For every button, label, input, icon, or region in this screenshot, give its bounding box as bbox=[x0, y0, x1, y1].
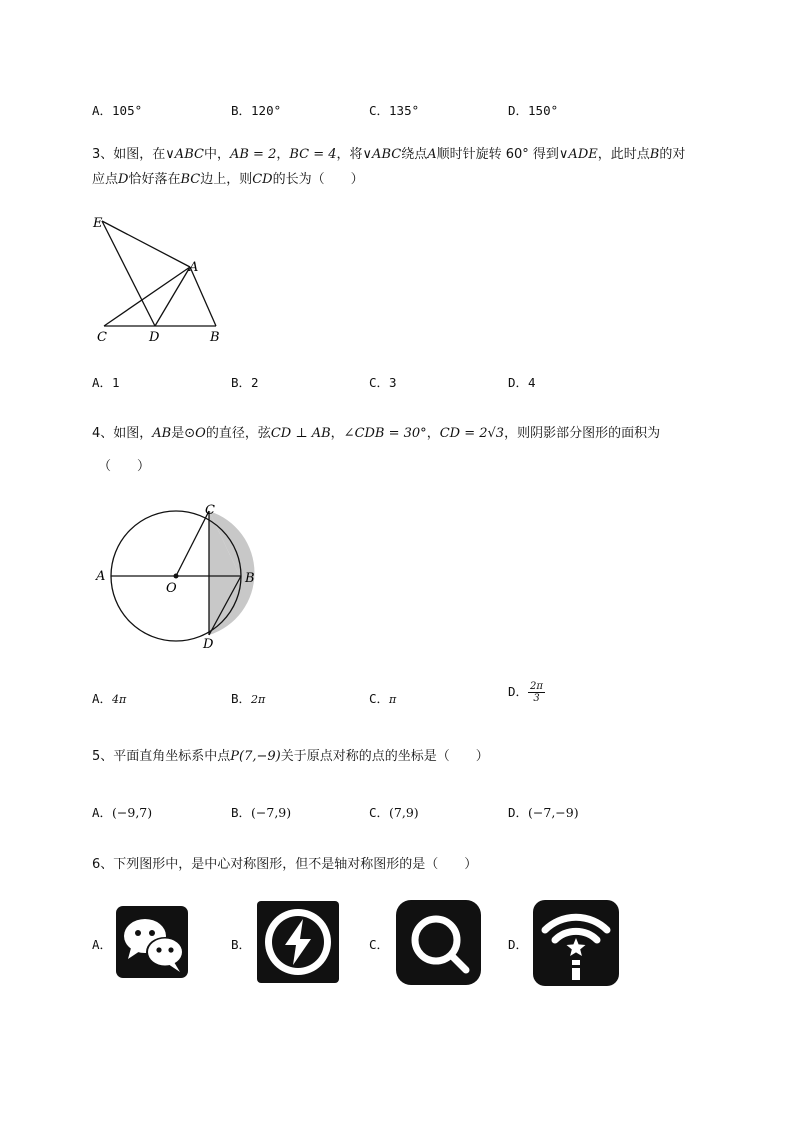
q3-label-d: D bbox=[149, 330, 160, 345]
q4-stem-line2: （ ） bbox=[98, 459, 151, 474]
q3-option-b: B．2 bbox=[231, 375, 259, 390]
q3-stem-line2: 应点D恰好落在BC边上，则CD的长为（ ） bbox=[92, 172, 364, 187]
fraction: $\frac{2\pi}{3}$ bbox=[530, 681, 543, 704]
q2-option-a: A．105° bbox=[92, 103, 143, 118]
q4-label-d: D bbox=[203, 637, 214, 652]
q3-option-d: D．4 bbox=[508, 375, 536, 390]
q3-option-a: A．1 bbox=[92, 375, 120, 390]
q5-option-d: D．(−7,−9) bbox=[508, 805, 579, 820]
q6-stem: 6、下列图形中，是中心对称图形，但不是轴对称图形的是（ ） bbox=[92, 857, 478, 872]
q2-option-c: C．135° bbox=[369, 103, 420, 118]
q4-label-o: O bbox=[166, 581, 177, 596]
q3-label-b: B bbox=[210, 330, 220, 345]
q2-option-d: D．150° bbox=[508, 103, 559, 118]
wifi-star-icon bbox=[533, 900, 619, 986]
q4-option-a: A．4π bbox=[92, 691, 127, 706]
lightning-icon bbox=[257, 901, 339, 983]
search-q-icon bbox=[396, 900, 481, 985]
q4-label-a: A bbox=[96, 569, 106, 584]
center-dot bbox=[174, 574, 179, 579]
q5-option-c: C．(7,9) bbox=[369, 805, 419, 820]
q3-stem-line1: 3、如图，在∨ABC中，AB = 2，BC = 4，将∨ABC绕点A顺时针旋转 60° 得到∨ADE，此时点B的对 bbox=[92, 147, 686, 162]
q4-stem-line1: 4、如图，AB是⊙O的直径，弦CD ⊥ AB，∠CDB = 30°，CD = 2√3，则阴影部分图形的面积为 bbox=[92, 426, 661, 441]
q3-label-c: C bbox=[97, 330, 107, 345]
q4-option-b: B．2π bbox=[231, 691, 266, 706]
q6-option-c-letter: C． bbox=[369, 937, 390, 952]
q6-option-b-letter: B． bbox=[231, 937, 252, 952]
q3-figure bbox=[85, 205, 235, 350]
q3-label-a: A bbox=[189, 260, 199, 275]
q5-option-a: A．(−9,7) bbox=[92, 805, 153, 820]
q3-label-e: E bbox=[93, 216, 103, 231]
q4-figure bbox=[90, 500, 265, 655]
q5-option-b: B．(−7,9) bbox=[231, 805, 292, 820]
q4-option-d: D． $\frac{2\pi}{3}$ bbox=[508, 681, 543, 704]
q4-label-b: B bbox=[245, 571, 255, 586]
q3-option-c: C．3 bbox=[369, 375, 397, 390]
wechat-icon bbox=[116, 906, 188, 978]
q4-label-c: C bbox=[205, 503, 215, 518]
q2-option-b: B．120° bbox=[231, 103, 282, 118]
q6-option-a-letter: A． bbox=[92, 937, 113, 952]
q6-option-d-letter: D． bbox=[508, 937, 529, 952]
q4-option-c: C．π bbox=[369, 691, 397, 706]
q5-stem: 5、平面直角坐标系中点P(7,−9)关于原点对称的点的坐标是（ ） bbox=[92, 749, 489, 764]
